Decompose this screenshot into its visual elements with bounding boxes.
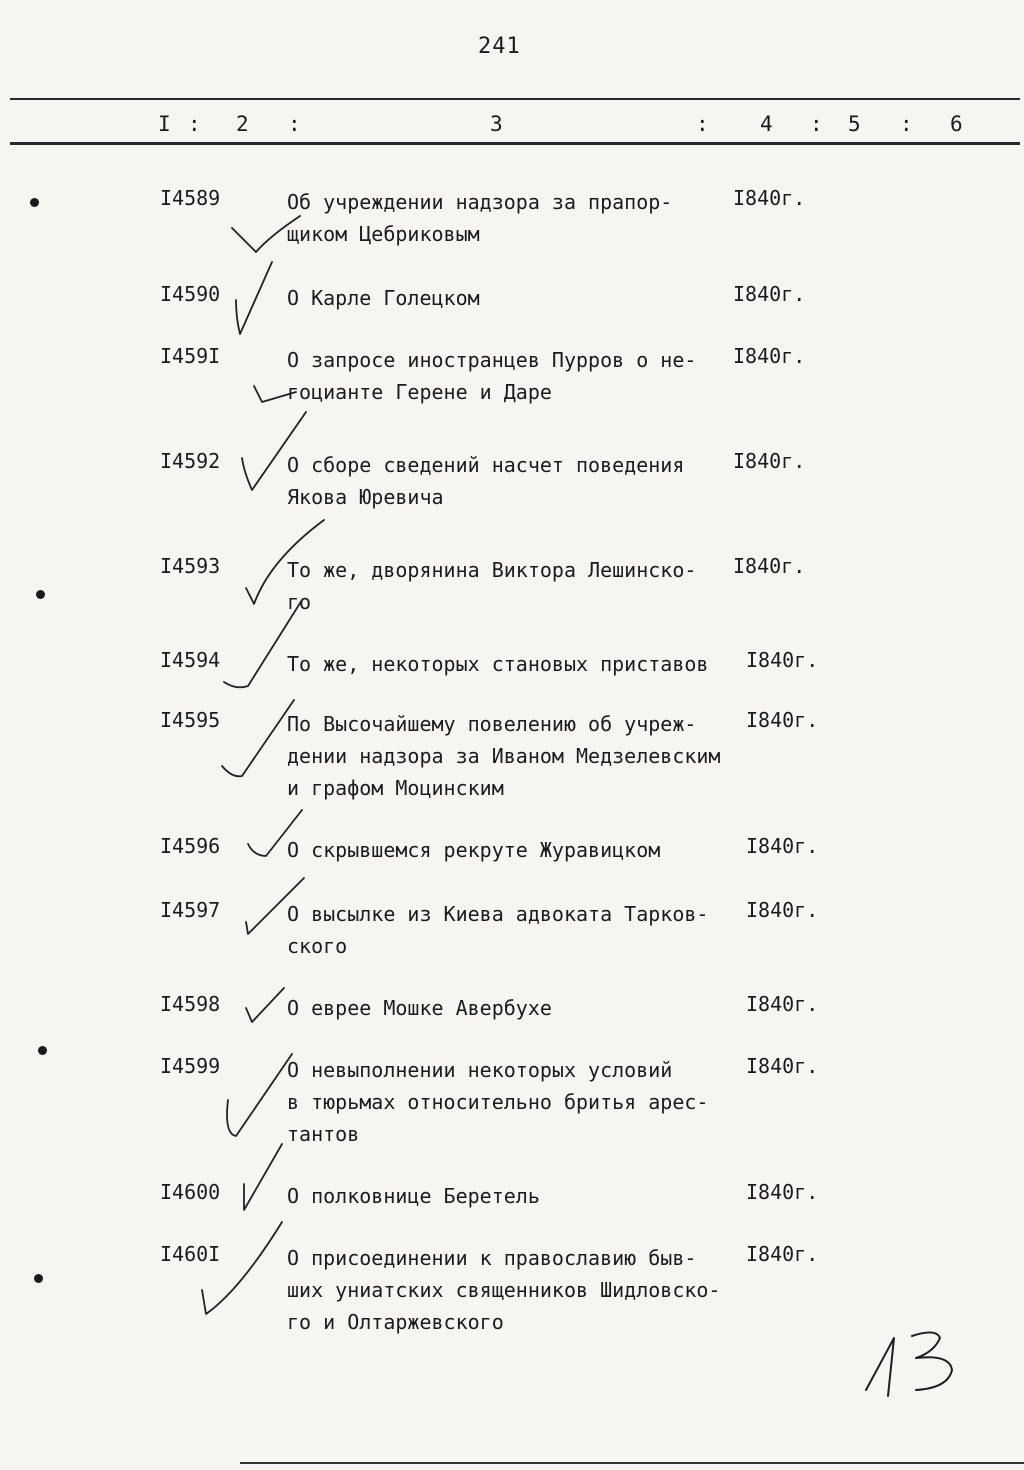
column-separator: : [810, 112, 823, 136]
entry-year: I840г. [746, 648, 819, 672]
entry-description: О скрывшемся рекруте Журавицком [287, 838, 661, 862]
entry-number: I4596 [160, 834, 221, 858]
entry-description: О сборе сведений насчет поведения Якова Юревича [287, 453, 685, 509]
entry-description: О Карле Голецком [287, 286, 480, 310]
entry-year: I840г. [733, 344, 806, 368]
page-number: 241 [478, 34, 521, 59]
entry-year: I840г. [746, 708, 819, 732]
column-header-3: 3 [490, 112, 503, 136]
entry-description: О невыполнении некоторых условий в тюрьмах относительно бритья арес- тантов [287, 1058, 709, 1146]
entry-number: I4598 [160, 992, 221, 1016]
entry-year: I840г. [733, 554, 806, 578]
checkmark [227, 1054, 292, 1136]
handwritten-folio-number [858, 1322, 968, 1402]
entry-description: По Высочайшему повелению об учреж- дении надзора за Иваном Медзелевским и графом Моцинским [287, 712, 721, 800]
entry-year: I840г. [746, 992, 819, 1016]
entry-description: О полковнице Беретель [287, 1184, 540, 1208]
entry-description: То же, некоторых становых приставов [287, 652, 709, 676]
checkmark [246, 988, 284, 1022]
column-header-2: 2 [236, 112, 249, 136]
checkmark [246, 520, 324, 604]
column-separator: : [696, 112, 709, 136]
entry-number: I4590 [160, 282, 221, 306]
entry-year: I840г. [746, 898, 819, 922]
entry-year: I840г. [746, 1054, 819, 1078]
entry-number: I4597 [160, 898, 221, 922]
entry-description: То же, дворянина Виктора Лешинско- го [287, 558, 697, 614]
entry-number: I4599 [160, 1054, 221, 1078]
entry-year: I840г. [746, 834, 819, 858]
column-header-5: 5 [848, 112, 861, 136]
hole-punch-mark [34, 1274, 43, 1283]
column-separator: : [900, 112, 913, 136]
entry-year: I840г. [733, 282, 806, 306]
page-bottom-edge [240, 1462, 1024, 1464]
entry-description: О присоединении к православию быв- ших униатских священников Шидловско- го и Олтаржевского [287, 1246, 721, 1334]
entry-number: I460I [160, 1242, 221, 1266]
checkmark [246, 878, 304, 934]
checkmark [244, 1144, 282, 1210]
entry-number: I459I [160, 344, 221, 368]
checkmark [248, 810, 302, 856]
checkmark [242, 412, 306, 490]
entry-number: I4595 [160, 708, 221, 732]
entry-year: I840г. [733, 186, 806, 210]
checkmark [232, 216, 300, 252]
entry-number: I4592 [160, 449, 221, 473]
entry-year: I840г. [746, 1180, 819, 1204]
hole-punch-mark [30, 198, 39, 207]
entry-description: О запросе иностранцев Пурров о не- гоцианте Герене и Даре [287, 348, 697, 404]
checkmark [236, 262, 272, 334]
entry-year: I840г. [746, 1242, 819, 1266]
column-header-4: 4 [760, 112, 773, 136]
hole-punch-mark [36, 590, 45, 599]
entry-description: О высылке из Киева адвоката Тарков- ского [287, 902, 709, 958]
entry-number: I4600 [160, 1180, 221, 1204]
entry-number: I4589 [160, 186, 221, 210]
column-header-6: 6 [950, 112, 963, 136]
entry-description: Об учреждении надзора за прапор- щиком Цебриковым [287, 190, 673, 246]
entry-number: I4593 [160, 554, 221, 578]
hole-punch-mark [38, 1046, 47, 1055]
entry-year: I840г. [733, 449, 806, 473]
checkmark [202, 1222, 282, 1314]
column-header-1: I [158, 112, 171, 136]
entry-description: О еврее Мошке Авербухе [287, 996, 552, 1020]
checkmark [224, 600, 302, 687]
checkmark [254, 386, 296, 402]
entry-number: I4594 [160, 648, 221, 672]
column-separator: : [288, 112, 301, 136]
checkmark [222, 700, 294, 776]
column-separator: : [188, 112, 201, 136]
